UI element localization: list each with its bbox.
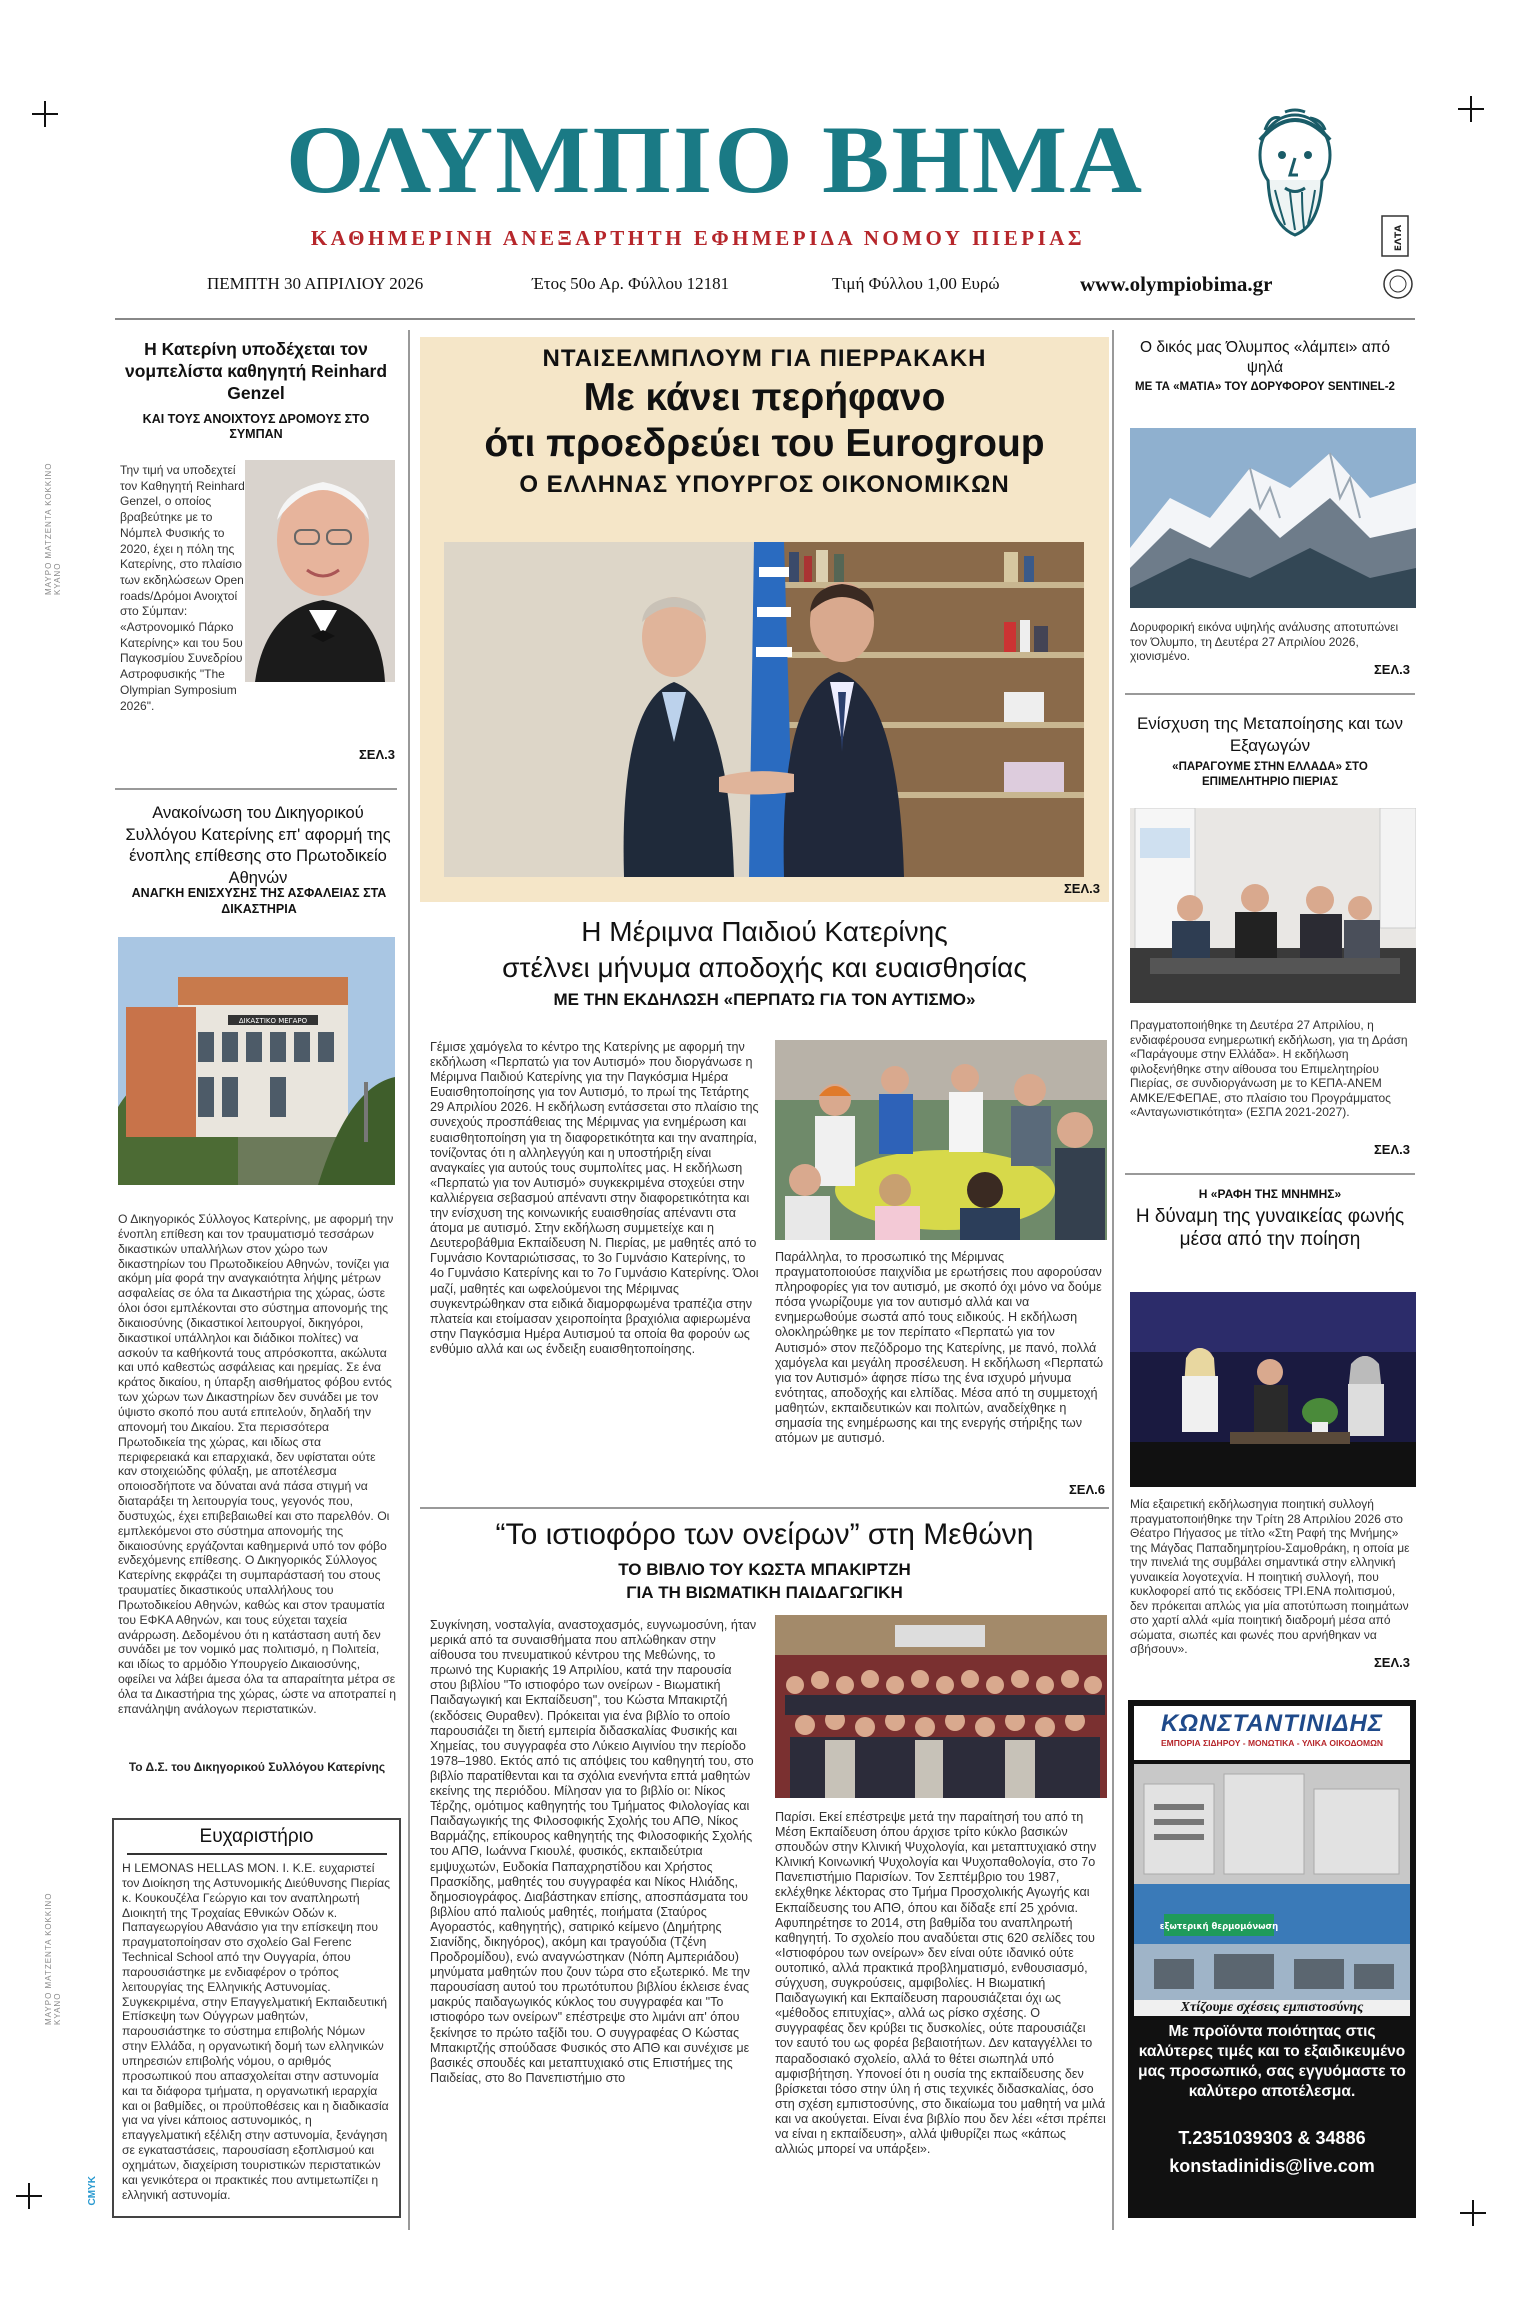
article-headline[interactable]: Ανακοίνωση του Δικηγορικού Συλλόγου Κατερίνης επ' αφορμή της ένοπλης επίθεσης στο Πρωτοδικείο Αθηνών — [125, 804, 391, 887]
article-headline-1[interactable]: Η Μέριμνα Παιδιού Κατερίνης — [581, 916, 948, 947]
article-headline[interactable]: “Το ιστιοφόρο των ονείρων” στη Μεθώνη — [495, 1518, 1034, 1551]
newspaper-subtitle: ΚΑΘΗΜΕΡΙΝΗ ΑΝΕΞΑΡΤΗΤΗ ΕΦΗΜΕΡΙΔΑ ΝΟΜΟΥ ΠΙΕΡΙΑΣ — [310, 226, 1086, 250]
ad-phone[interactable]: Τ.2351039303 & 34886 — [1178, 2128, 1366, 2148]
masthead-rule — [115, 318, 1415, 320]
article-caption: Πραγματοποιήθηκε τη Δευτέρα 27 Απριλίου, η ενδιαφέρουσα ενημερωτική εκδήλωση, για τη Δράση «Παράγουμε στην Ελλάδα». Η εκδήλωση φιλοξενήθηκε στην αίθουσα του Επιμελητηρίου Πιερίας, σε συνδιοργάνωση με το ΚΕΠΑ-ΑΝΕΜ ΑΜΚΕ/ΕΦΕΠΑΕ, στο πλαίσιο του Προγράμματος «Ανταγωνιστικότητα» (ΕΣΠΑ 2021-2027). — [1130, 1018, 1408, 1119]
court-sign: ΔΙΚΑΣΤΙΚΟ ΜΕΓΑΡΟ — [238, 1017, 308, 1025]
ad-brand: ΚΩΝΣΤΑΝΤΙΝΙΔΗΣ — [1160, 1710, 1384, 1737]
article-headline[interactable]: Η Κατερίνη υποδέχεται τον νομπελίστα καθηγητή Reinhard Genzel — [124, 339, 388, 403]
page-ref[interactable]: ΣΕΛ.6 — [1069, 1482, 1105, 1497]
article-headline[interactable]: Ενίσχυση της Μεταποίησης και των Εξαγωγών — [1136, 714, 1404, 755]
article-body-right: Παρίσι. Εκεί επέστρεψε μετά την παραίτησή του από τη Μέση Εκπαίδευση όπου άρχισε τρίτο κύκλο βασικών σπουδών στην Κλινική Ψυχολογία, και μεταπτυχιακό στην Κλινική Κοινωνική Ψυχολογία και Ψυχοπαθολογία, στο 7ο Πανεπιστήμιο Παρισίων. Τον Σεπτέμβριο του 1987, εκλέχθηκε λέκτορας στο Τμήμα Προσχολικής Αγωγής και Εκπαίδευσης του ΑΠΘ, όπου και δίδαξε επί 25 χρόνια. Αφυπηρέτησε το 2014, στη βαθμίδα του αναπληρωτή καθηγητή. Το σχολείο που αναδύεται στις 620 σελίδες του «Ιστιοφόρου των ονείρων» δεν είναι ούτε ιδανικό ούτε ουτοπικό, αλλά πρακτικά προβληματισμό, ενθουσιασμό, σύγχυση, συγκρούσεις, αμφιβολίες. Η Βιωματική Παιδαγωγική και Εκπαίδευση παρουσιάζεται όχι ως «μέθοδος επιτυχίας», αλλά ως ρίσκο σχέσης. Ο συγγραφέας δεν κρύβει τις δυσκολίες, ούτε παρουσιάζει τον εαυτό του ως φορέα βεβαιοτήτων. Δεν καταγγέλλει το παραδοσιακό σχολείο, αλλά το θέτει σιωπηλά υπό αμφισβήτηση. Υπονοεί ότι η ουσία της εκπαίδευσης δεν βρίσκεται τόσο στην ύλη ή στις τεχνικές διδασκαλίας, όσο στη σχέση εμπιστοσύνης, στο δικαίωμα του μαθητή να μιλά και να ακούγεται. Είναι ένα βιβλίο που δεν λέει «έτσι πρέπει να είναι η εκπαίδευση», αλλά ψιθυρίζει πως «κάπως αλλιώς μπορεί να υπάρξει». — [775, 1810, 1106, 2157]
crop-mark — [1458, 96, 1484, 122]
article-body-left: Συγκίνηση, νοσταλγία, αναστοχασμός, ευγνωμοσύνη, ήταν μερικά από τα συναισθήματα που απλώθηκαν στην αίθουσα του πνευματικού κέντρου της Μεθώνης, το πρωινό της Κυριακής 19 Απριλίου, κατά την παρουσία στου βιβλίου "Το ιστιοφόρο των ονείρων - Βιωματική Παιδαγωγική και Εκπαίδευση", του Κώστα Μπακιρτζή (εκδόσεις Θυραθεν). Πρόκειται για ένα βιβλίο το οποίο παρουσιάζει τη διετή εμπειρία διδασκαλίας Φυσικής και Χημείας, του συγγραφέα στο Λύκειο Αιγινίου την περίοδο 1978–1980. Εκτός από τις απόψεις του καθηγητή του, στο βιβλίο παρατίθενται και τα σχόλια ενενήντα επτά μαθητών εκείνης της περιόδου. Μίλησαν για το βιβλίο οι: Νίκος Τέρζης, ομότιμος καθηγητής του Τμήματος Φιλολογίας και Παιδαγωγικής της Φιλοσοφικής Σχολής του ΑΠΘ, Νίκος Βαρμάζης, επίκουρος καθηγητής της Φιλοσοφικής Σχολής του ΑΠΘ, Ιωάννα Γκιουλέ, φυσικός, εκπαιδεύτρια εμψυχωτών, Ευδοκία Παπαχρηστίδου και Χρήστος Πρασκίδης, μαθητές του συγγραφέα και Νίκος Ηλιάδης, δημοσιογράφος. Διαβάστηκαν επίσης, αποσπάσματα του βιβλίου από παλιούς μαθητές, ποιήματα (Σταύρος Αγοραστός, καθηγητής), σατιρικό κείμενο (Δημήτρης Σιανίδης, δικηγόρος), ακόμη και τραγούδια (Τζένη Προδρομίδου), ενώ αναγνώστηκαν (Νόπη Αμπεριάδου) μηνύματα μαθητών που ζουν τώρα στο εξωτερικό. Με την παρουσίαση αυτού του πρωτότυπου βιβλίου έκλεισε ένας μακρύς παιδαγωγικός κύκλος του συγγραφέα και "Το ιστιοφόρο των ονείρων" επέστρεψε στο λιμάνι απ' όπου ξεκίνησε το πρώτο ταξίδι του. Ο συγγραφέας Ο Κώστας Μπακιρτζής σπούδασε Φυσικός στο ΑΠΘ και συνέχισε με βασικές σπουδές και μεταπτυχιακό στις Επιστήμες της Παιδείας, στο 8ο Πανεπιστήμιο στο — [430, 1618, 757, 2085]
section-rule — [420, 1507, 1109, 1509]
poetry-event-photo — [1130, 1292, 1416, 1487]
konstantinidis-ad[interactable] — [1128, 1700, 1416, 2218]
article-headline[interactable]: Ο δικός μας Όλυμπος «λάμπει» από ψηλά — [1140, 339, 1390, 376]
article-body: Την τιμή να υποδεχτεί τον Καθηγητή Reinhard Genzel, ο οποίος βραβεύτηκε με το Νόμπελ Φυσικής το 2020, έχει η πόλη της Κατερίνης, στο πλαίσιο των εκδηλώσεων Open roads/Δρόμοι Ανοιχτοί στο Σύμπαν: «Αστρονομικό Πάρκο Κατερίνης» και του 5ου Παγκοσμίου Συνεδρίου Αστροφυσικής "The Olympian Symposium 2026". — [120, 463, 245, 713]
website-link[interactable]: www.olympiobima.gr — [1080, 272, 1273, 296]
article-kicker: «ΠΑΡΑΓΟΥΜΕ ΣΤΗΝ ΕΛΛΑΔΑ» ΣΤΟ ΕΠΙΜΕΛΗΤΗΡΙΟ ΠΙΕΡΙΑΣ — [1172, 761, 1368, 788]
article-caption: Δορυφορική εικόνα υψηλής ανάλυσης αποτυπώνει τον Όλυμπο, τη Δευτέρα 27 Απριλίου 2026, χιονισμένο. — [1130, 620, 1399, 663]
elta-label: ΕΛΤΑ — [1394, 224, 1404, 252]
page-ref[interactable]: ΣΕΛ.3 — [359, 747, 395, 762]
ad-email[interactable]: konstadinidis@live.com — [1169, 2156, 1375, 2176]
article-kicker: Η «ΡΑΦΗ ΤΗΣ ΜΝΗΜΗΣ» — [1198, 1187, 1342, 1201]
ad-products-collage — [1134, 1764, 1410, 2000]
crop-mark — [16, 2183, 42, 2209]
issue-price: Τιμή Φύλλου 1,00 Ευρώ — [832, 274, 1000, 293]
lead-kicker: ΝΤΑΙΣΕΛΜΠΛΟΥΜ ΓΙΑ ΠΙΕΡΡΑΚΑΚΗ — [542, 345, 987, 372]
lead-subhead: Ο ΕΛΛΗΝΑΣ ΥΠΟΥΡΓΟΣ ΟΙΚΟΝΟΜΙΚΩΝ — [519, 471, 1010, 498]
court-building-photo — [118, 937, 395, 1185]
chamber-event-photo — [1130, 808, 1416, 1003]
zeus-head-logo — [1240, 100, 1350, 248]
article-body-right: Παράλληλα, το προσωπικό της Μέριμνας πραγματοποιούσε παιχνίδια με ερωτήσεις που αφορούσαν πληροφορίες για τον αυτισμό, με σκοπό όχι μόνο να δούμε πόσα γνωρίζουμε για τον αυτισμό αλλά και να ενημερωθούμε σωστά από τους ειδικούς. Η εκδήλωση ολοκληρώθηκε με τον περίπατο «Περπατώ για τον Αυτισμό» στον πεζόδρομο της Κατερίνης, με πανό, πολλά χαμόγελα και μεγάλη προσέλευση. Η εκδήλωση «Περπατώ για τον Αυτισμό» άφησε πίσω της ένα ισχυρό μήνυμα ενότητας, αποδοχής και ελπίδας. Μέσα από τη συμμετοχή μαθητών, εκπαιδευτικών και πολιτών, αναδείχθηκε η σημασία της ενημέρωσης και της ενεργής στήριξης των ατόμων με αυτισμό. — [775, 1250, 1104, 1446]
article-kicker: ΜΕ ΤΑ «ΜΑΤΙΑ» ΤΟΥ ΔΟΡΥΦΟΡΟΥ SENTINEL-2 — [1135, 381, 1395, 393]
ad-slogan: Χτίζουμε σχέσεις εμπιστοσύνης — [1134, 2000, 1410, 2016]
article-caption: Μία εξαιρετική εκδήλωσηγια ποιητική συλλογή πραγματοποιήθηκε την Τρίτη 28 Απριλίου 2026 στο Θέατρο Πήγασος με τίτλο «Στη Ραφή της Μνήμης» της Μάγδας Παπαδημητρίου-Σαμοθράκη, η οποία με την πινελιά της συμβάλει σημαντικά στην ελληνική γυναικεία λογοτεχνία. Η ποιητική συλλογή, που κυκλοφορεί από τις εκδόσεις ΤΡΙ.ΕΝΑ πολιτισμού, δεν πρόκειται απλώς για μία αποτύπωση ποιημάτων στο χαρτί αλλά «μία ποιητική διαδρομή μέσα από σώματα, σιωπές και φωνές που αρνήθηκαν να σβήσουν». — [1130, 1497, 1410, 1656]
section-rule — [1125, 1173, 1415, 1175]
lead-headline-1[interactable]: Με κάνει περήφανο — [583, 376, 946, 419]
page-ref[interactable]: ΣΕΛ.3 — [1374, 1142, 1410, 1157]
article-body-left: Γέμισε χαμόγελα το κέντρο της Κατερίνης με αφορμή την εκδήλωση «Περπατώ για τον Αυτισμό» που διοργάνωσε η Μέριμνα Παιδιού Κατερίνης για την Παγκόσμια Ημέρα Ευαισθητοποίησης για τον Αυτισμό, το πρωί της Τετάρτης 29 Απριλίου 2026. Η εκδήλωση εντάσσεται στο πλαίσιο της συνεχούς προσπάθειας της Μέριμνας για ενημέρωση και ευαισθητοποίηση για τη διαφορετικότητα και την αναπηρία, τονίζοντας ότι η αλληλεγγύη και η υποστήριξη είναι αναγκαίες για αυτούς τους συμπολίτες μας. Η εκδήλωση «Περπατώ για τον Αυτισμό» συγκεκριμένα στοχεύει στην καλλιέργεια σεβασμού απέναντι στην διαφορετικότητα και την ενίσχυση της κοινωνικής ευαισθησίας απέναντι στα άτομα με αυτισμό. Στην εκδήλωση συμμετείχε και η Δευτεροβάθμια Εκπαίδευση Ν. Πιερίας, με μαθητές από το Γυμνάσιο Κονταριώτισσας, το 3ο Γυμνάσιο Κατερίνης, το 4ο Γυμνάσιο Κατερίνης και το 7ο Γυμνάσιο Κατερίνης. Όλοι μαζί, μαθητές και ωφελούμενοι της Μέριμνας συγκεντρώθηκαν στα ειδικά διαμορφωμένα τραπέζια στην πλατεία και ετοίμασαν χειροποίητα βραχιόλια αφιερωμένα στην Παγκόσμια Ημέρα Αυτισμού τα οποία θα φορούν ως ενθύμιο αλλά και ως ένδειξη ευαισθητοποίησης. — [430, 1040, 759, 1356]
section-rule — [115, 788, 397, 790]
article-headline-2[interactable]: στέλνει μήνυμα αποδοχής και ευαισθησίας — [502, 952, 1027, 983]
article-body: Ο Δικηγορικός Σύλλογος Κατερίνης, με αφορμή την ένοπλη επίθεση και τον τραυματισμό τεσσάρων δικαστικών υπαλλήλων στον χώρο των δικαστηρίων του Πρωτοδικείου Αθηνών, τονίζει για ακόμη μία φορά την αναγκαιότητα λήψης μέτρων ασφαλείας σε όλα τα Δικαστήρια της χώρας, ώστε όλοι όσοι εμπλέκονται στο σύστημα απονομής της δικαιοσύνης (δικαστικοί λειτουργοί, δικηγόροι, δικαστικοί υπάλληλοι και διάδικοι πολίτες) να ασκούν τα καθήκοντά τους απρόσκοπτα, ακώλυτα και υπό καθεστώς ασφάλειας και ηρεμίας. Σε ένα κράτος δικαίου, η ύπαρξη αισθήματος φόβου εντός των χώρων των Δικαστηρίων δεν συνάδει με τον ύψιστο σκοπό που αυτά επιτελούν, δηλαδή την απονομή του Δικαίου. Στα περισσότερα Πρωτοδικεία της χώρας, και ιδίως στα περιφερειακά και επαρχιακά, δεν υφίσταται ούτε καν στοιχειώδης φύλαξη, με αποτέλεσμα οποιοσδήποτε να δύναται ανά πάσα στιγμή να διαταράξει τη λειτουργία τους, γεγονός που, δυστυχώς, έχει επιβεβαιωθεί και στο παρελθόν. Οι εμπλεκόμενοι στο σύστημα απονομής της δικαιοσύνης εργάζονται καθημερινά υπό τον φόβο ενδεχόμενης επίθεσης. Ο Δικηγορικός Σύλλογος Κατερίνης εκφράζει τη συμπαράστασή του στους τραυματίες δικαστικούς υπαλλήλους του Πρωτοδικείου Αθηνών, καθώς και στον τραυματία του ΕΦΚΑ Αθηνών, και τους εύχεται ταχεία ανάρρωση. Δεδομένου ότι η κατάσταση αυτή δεν συνάδει με τον νομικό μας πολιτισμό, η Πολιτεία, και ιδίως το αρμόδιο Υπουργείο Δικαιοσύνης, οφείλει να λάβει άμεσα όλα τα απαραίτητα μέτρα σε όλα τα Δικαστήρια της χώρας, ώστε να αποτραπεί η επανάληψη ανάλογων περιστατικών. — [118, 1212, 396, 1716]
ad-text: Με προϊόντα ποιότητας στις καλύτερες τιμές και το εξαιδικευμένο μας προσωπικό, σας εγγυόμαστε το καλύτερο αποτέλεσμα. — [1138, 2023, 1406, 2100]
column-divider — [1112, 330, 1114, 2230]
genzel-portrait — [245, 460, 395, 682]
autism-event-photo — [775, 1040, 1107, 1240]
registration-strip: ΜΑΥΡΟ ΜΑΤΖΕΝΤΑ ΚΟΚΚΙΝΟ ΚΥΑΝΟ — [44, 462, 62, 595]
left-bottom-box — [112, 1818, 401, 2218]
crop-mark — [32, 101, 58, 127]
article-headline[interactable]: Η δύναμη της γυναικείας φωνής μέσα από την ποίηση — [1135, 1206, 1405, 1250]
page-ref[interactable]: ΣΕΛ.3 — [1374, 662, 1410, 677]
article-kicker: ΑΝΑΓΚΗ ΕΝΙΣΧΥΣΗΣ ΤΗΣ ΑΣΦΑΛΕΙΑΣ ΣΤΑ ΔΙΚΑΣΤΗΡΙΑ — [131, 886, 387, 916]
newspaper-title[interactable]: ΟΛΥΜΠΙΟ ΒΗΜΑ — [285, 106, 1145, 213]
lead-article — [420, 337, 1109, 902]
thanks-body: Η LEMONAS HELLAS ΜΟΝ. Ι. Κ.Ε. ευχαριστεί τον Διοίκηση της Αστυνομικής Διεύθυνσης Πιερίας κ. Κουκουζέλα Γεώργιο και τον αναπληρωτή Διοικητή της Τροχαίας Εθνικών Οδών κ. Παπαγεωργίου Αθανάσιο για την επίσκεψη που πραγματοποίησαν στο σχολείο Gal Ferenc Technical School από την Ουγγαρία, όπου παρουσιάστηκε με ενδιαφέρον ο τρόπος λειτουργίας της Ελληνικής Αστυνομίας. Συγκεκριμένα, στην Επαγγελματική Εκπαιδευτική Επίσκεψη των Ούγγρων μαθητών, παρουσιάστηκε το σύστημα επιβολής Νόμων στην Ελλάδα, η οργανωτική δομή των ελληνικών υπηρεσιών επιβολής νόμου, ο αριθμός προσωπικού που απασχολείται στην αστυνομία και τα διάφορα τμήματα, η οργανωτική ιεραρχία και οι βαθμίδες, οι προϋποθέσεις και η διαδικασία για να γίνει κάποιος αστυνομικός, η επαγγελματική εξέλιξη στην αστυνομία, ξενάγηση σε εγκαταστάσεις, παρουσίαση εξοπλισμού και οχημάτων, διαχείριση τουριστικών περιστατικών και γενικότερα οι πρακτικές που αντιμετωπίζει η ελληνική αστυνομία. — [122, 1861, 391, 2202]
registration-strip: ΜΑΥΡΟ ΜΑΤΖΕΝΤΑ ΚΟΚΚΙΝΟ ΚΥΑΝΟ — [44, 1892, 62, 2025]
page-ref[interactable]: ΣΕΛ.3 — [1374, 1655, 1410, 1670]
thanks-headline[interactable]: Ευχαριστήριο — [199, 1826, 314, 1847]
olympus-satellite-photo — [1130, 428, 1416, 608]
lead-headline-2[interactable]: ότι προεδρεύει του Eurogroup — [484, 422, 1045, 465]
crop-mark — [1460, 2200, 1486, 2226]
ad-tagline: ΕΜΠΟΡΙΑ ΣΙΔΗΡΟΥ - ΜΟΝΩΤΙΚΑ - ΥΛΙΚΑ ΟΙΚΟΔΟΜΩΝ — [1160, 1738, 1384, 1748]
article-signature: Το Δ.Σ. του Δικηγορικού Συλλόγου Κατερίνης — [128, 1760, 386, 1774]
section-rule — [1125, 693, 1415, 695]
article-subhead-2: ΓΙΑ ΤΗ ΒΙΩΜΑΤΙΚΗ ΠΑΙΔΑΓΩΓΙΚΗ — [626, 1583, 903, 1602]
lead-photo-handshake — [444, 542, 1084, 877]
column-divider — [408, 330, 410, 2230]
ad-badge: εξωτερική θερμομόνωση — [1159, 1922, 1279, 1932]
issue-date: ΠΕΜΠΤΗ 30 ΑΠΡΙΛΙΟΥ 2026 — [207, 274, 424, 293]
article-subhead: ΜΕ ΤΗΝ ΕΚΔΗΛΩΣΗ «ΠΕΡΠΑΤΩ ΓΙΑ ΤΟΝ ΑΥΤΙΣΜΟ» — [553, 990, 976, 1009]
elta-postage-stamp — [1378, 212, 1418, 302]
cmyk-label: CMYK — [87, 2176, 98, 2206]
article-subhead-1: ΤΟ ΒΙΒΛΙΟ ΤΟΥ ΚΩΣΤΑ ΜΠΑΚΙΡΤΖΗ — [618, 1560, 911, 1579]
issue-number: Έτος 50ο Αρ. Φύλλου 12181 — [532, 274, 730, 293]
page-ref[interactable]: ΣΕΛ.3 — [1064, 881, 1100, 896]
article-kicker: ΚΑΙ ΤΟΥΣ ΑΝΟΙΧΤΟΥΣ ΔΡΟΜΟΥΣ ΣΤΟ ΣΥΜΠΑΝ — [142, 412, 370, 441]
book-presentation-photo — [775, 1615, 1107, 1798]
